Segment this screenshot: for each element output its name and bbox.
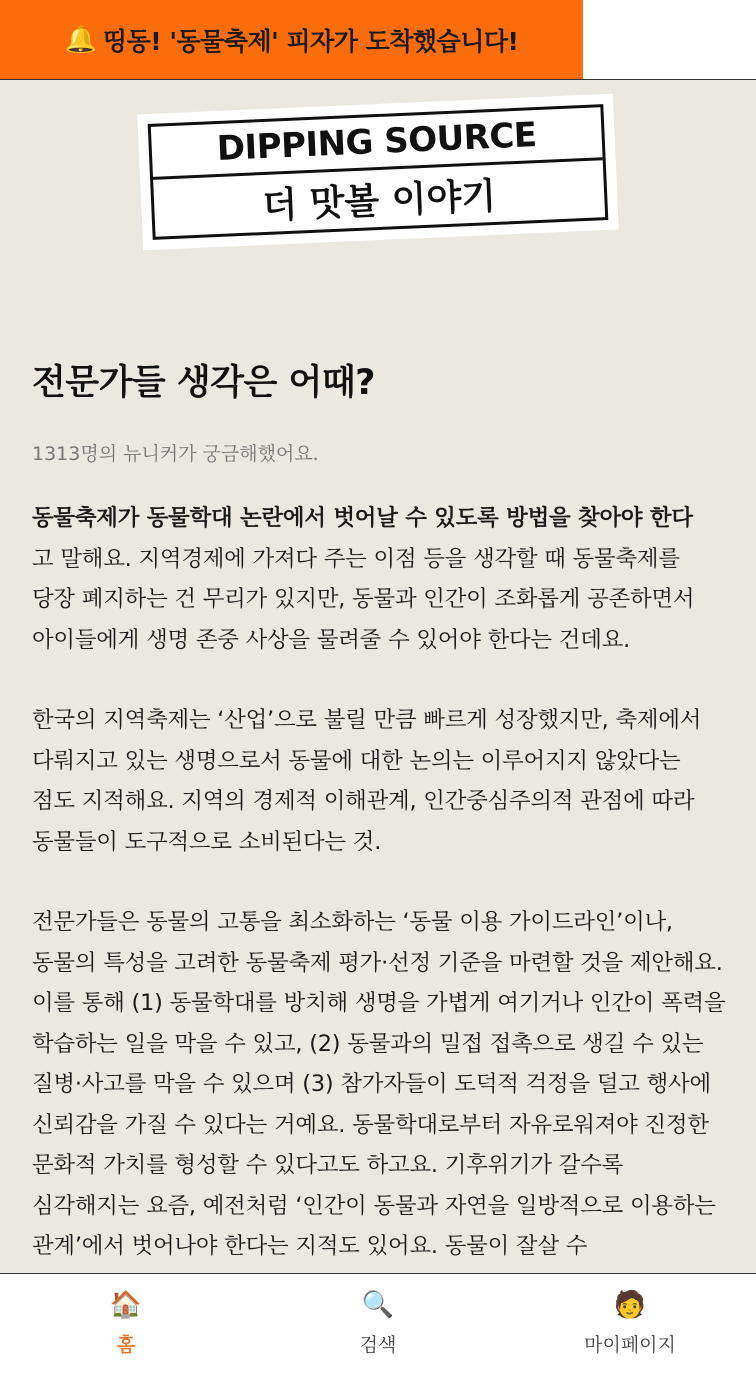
dipping-source-logo xyxy=(137,94,618,251)
nav-home-label: 홈 xyxy=(116,1333,136,1356)
reader-count: 1313명의 뉴니커가 궁금해했어요. xyxy=(32,443,319,465)
logo-title-english: DIPPING SOURCE xyxy=(151,107,603,180)
bell-icon: 🔔 xyxy=(64,24,97,55)
toast-message: 띵동! '동물축제' 피자가 도착했습니다! xyxy=(102,26,519,56)
paragraph-1 xyxy=(32,498,728,660)
paragraph-1-bold: 동물축제가 동물학대 논란에서 벗어날 수 있도록 방법을 찾아야 한다 xyxy=(32,505,693,531)
nav-mypage-label: 마이페이지 xyxy=(584,1333,676,1356)
magnifier-icon: 🔍 xyxy=(361,1289,395,1320)
section-title: 전문가들 생각은 어때? xyxy=(32,363,375,403)
person-icon: 🧑 xyxy=(613,1289,647,1320)
nav-home[interactable] xyxy=(0,1274,252,1374)
paragraph-2: 한국의 지역축제는 ‘산업’으로 불릴 만큼 빠르게 성장했지만, 축제에서 다뤄지고 있는 생명으로서 동물에 대한 논의는 이루어지지 않았다는 점도 지적해요. 지역의 경제적 이해관계, 인간중심주의적 관점에 따라 동물들이 도구적으로 소비된다는 것. xyxy=(32,707,702,855)
top-bar xyxy=(0,0,756,80)
notification-toast[interactable] xyxy=(0,0,583,79)
bottom-nav xyxy=(0,1273,756,1374)
article-content xyxy=(32,355,728,1267)
paragraph-3: 전문가들은 동물의 고통을 최소화하는 ‘동물 이용 가이드라인’이나, 동물의 특성을 고려한 동물축제 평가·선정 기준을 마련할 것을 제안해요. 이를 통해 (1) 동물학대를 방치해 생명을 가볍게 여기거나 인간이 폭력을 학습하는 일을 막을 수 있고, (2) 동물과의 밀접 접촉으로 생길 수 있는 질병·사고를 막을 수 있으며 (3) 참가자들이 도덕적 걱정을 덜고 행사에 신뢰감을 가질 수 있다는 거예요. 동물학대로부터 자유로워져야 진정한 문화적 가치를 형성할 수 있다고도 하고요. 기후위기가 갈수록 심각해지는 요즘, 예전처럼 ‘인간이 동물과 자연을 일방적으로 이용하는 관계’에서 벗어나야 한다는 지적도 있어요. 동물이 잘살 수 xyxy=(32,909,726,1259)
paragraph-1-text: 고 말해요. 지역경제에 가져다 주는 이점 등을 생각할 때 동물축제를 당장 폐지하는 건 무리가 있지만, 동물과 인간이 조화롭게 공존하면서 아이들에게 생명 존중 사상을 물려줄 수 있어야 한다는 건데요. xyxy=(32,545,695,653)
nav-search-label: 검색 xyxy=(359,1333,397,1356)
logo-title-korean: 더 맛볼 이야기 xyxy=(261,175,497,228)
nav-search[interactable] xyxy=(252,1274,504,1374)
nav-mypage[interactable] xyxy=(504,1274,756,1374)
house-icon: 🏠 xyxy=(109,1289,143,1320)
